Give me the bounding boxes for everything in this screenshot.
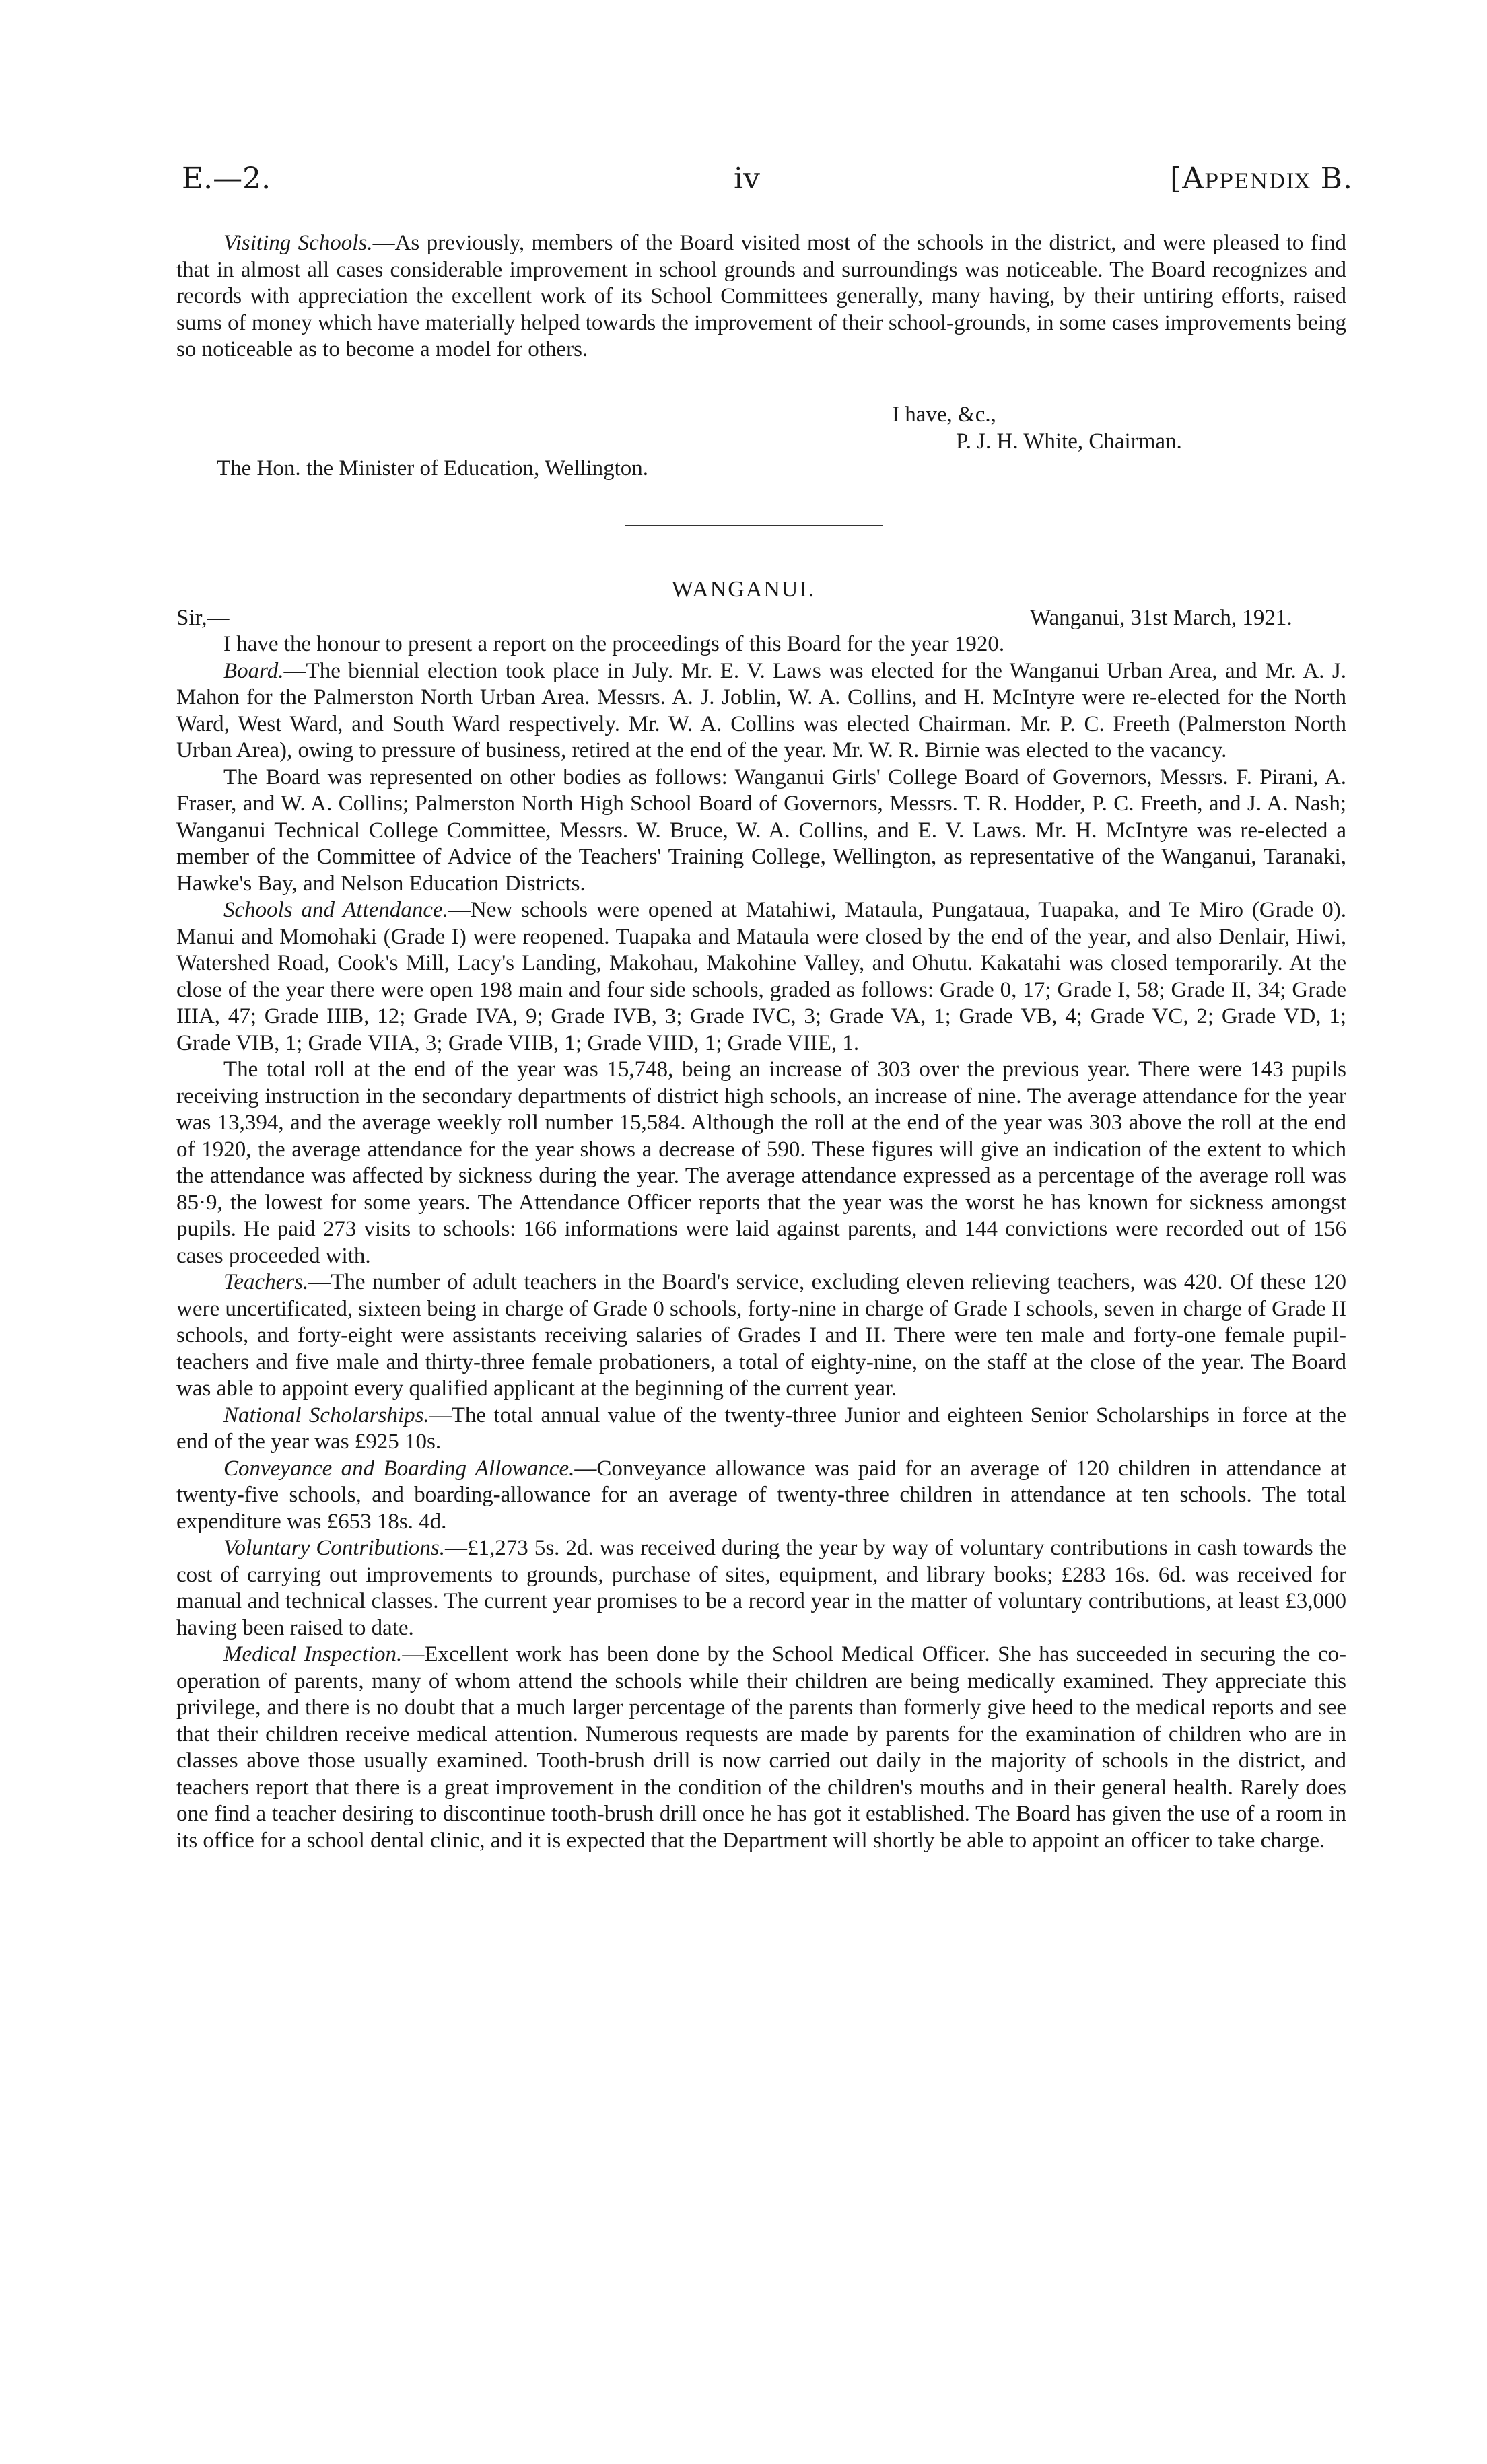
appendix-label: [Appendix B. bbox=[1170, 162, 1353, 196]
represented-paragraph bbox=[176, 765, 1346, 898]
roll-paragraph bbox=[176, 1057, 1346, 1269]
medical-paragraph bbox=[176, 1642, 1346, 1854]
visiting-schools-paragraph bbox=[176, 230, 1346, 363]
visiting-schools-heading: Visiting Schools. bbox=[223, 231, 373, 255]
intro-text: I have the honour to present a report on the proceedings of this Board for the year 1920. bbox=[223, 632, 1005, 656]
roll-text: The total roll at the end of the year was 15,748, being an increase of 303 over the previous year. There were 143 pupils receiving instruction in the secondary departments of district high schools, an increase of nine. The average attendance for the year was 13,394, and the average weekly roll number 15,584. Although the roll at the end of the year was 303 above the roll at the end of 1920, the average attendance for the year shows a decrease of 590. These figures will give an indication of the extent to which the attendance was affected by sickness during the year. The average attendance expressed as a percentage of the average roll was 85·9, the lowest for some years. The Attendance Officer reports that the year was the worst he has known for sickness amongst pupils. He paid 273 visits to schools: 166 informations were laid against parents, and 144 convictions were recorded out of 156 cases proceeded with. bbox=[176, 1057, 1346, 1268]
schools-paragraph bbox=[176, 897, 1346, 1057]
teachers-heading: Teachers. bbox=[223, 1270, 309, 1294]
addressee-line: The Hon. the Minister of Education, Wellington. bbox=[217, 456, 649, 481]
board-heading: Board. bbox=[223, 658, 284, 683]
board-text: —The biennial election took place in July. Mr. E. V. Laws was elected for the Wanganui Urban Area, and Mr. A. J. Mahon for the Palmerston North Urban Area. Messrs. A. J. Joblin, W. A. Collins, and H. McIntyre were re-elected for the North Ward, West Ward, and South Ward respectively. Mr. W. A. Collins was elected Chairman. Mr. P. C. Freeth (Palmerston North Urban Area), owing to pressure of business, retired at the end of the year. Mr. W. R. Birnie was elected to the vacancy. bbox=[176, 658, 1346, 763]
voluntary-heading: Voluntary Contributions. bbox=[223, 1536, 446, 1560]
signature-line: P. J. H. White, Chairman. bbox=[956, 429, 1182, 454]
salutation: Sir,— bbox=[176, 606, 230, 630]
intro-paragraph bbox=[176, 631, 1346, 658]
section-title: WANGANUI. bbox=[671, 577, 816, 602]
visiting-schools-text: —As previously, members of the Board visited most of the schools in the district, and were pleased to find that in almost all cases considerable improvement in school grounds and surroundings was noticeable. The Board recognizes and records with appreciation the excellent work of its School Committees generally, many having, by their untiring efforts, raised sums of money which have materially helped towards the improvement of their school-grounds, in some cases improvements being so noticeable as to become a model for others. bbox=[176, 231, 1346, 361]
teachers-text: —The number of adult teachers in the Board's service, excluding eleven relieving teachers, was 420. Of these 120 were uncertificated, sixteen being in charge of Grade 0 schools, forty-nine in charge of Grade I schools, seven in charge of Grade II schools, and forty-eight were assistants receiving salaries of Grades I and II. There were ten male and forty-one female pupil-teachers and five male and thirty-three female probationers, a total of eighty-nine, on the staff at the close of the year. The Board was able to appoint every qualified applicant at the beginning of the current year. bbox=[176, 1270, 1346, 1401]
teachers-paragraph bbox=[176, 1269, 1346, 1403]
schools-heading: Schools and Attendance. bbox=[223, 898, 448, 922]
conveyance-paragraph bbox=[176, 1456, 1346, 1536]
section-divider bbox=[625, 525, 883, 526]
page-header bbox=[182, 162, 1353, 209]
report-date: Wanganui, 31st March, 1921. bbox=[1030, 606, 1292, 630]
medical-heading: Medical Inspection. bbox=[223, 1642, 403, 1666]
scholarships-text: —The total annual value of the twenty-three Junior and eighteen Senior Scholarships in force at the end of the year was £925 10s. bbox=[176, 1403, 1346, 1454]
scholarships-paragraph bbox=[176, 1403, 1346, 1456]
page-number: iv bbox=[734, 162, 760, 196]
i-have-line: I have, &c., bbox=[892, 402, 996, 427]
schools-text: —New schools were opened at Matahiwi, Mataula, Pungataua, Tuapaka, and Te Miro (Grade 0). Manui and Momohaki (Grade I) were reopened. Tuapaka and Mataula were closed by the end of the year, and also Denlair, Hiwi, Watershed Road, Cook's Mill, Lacy's Landing, Makohau, Makohine Valley, and Ohutu. Kakatahi was closed temporarily. At the close of the year there were open 198 main and four side schools, graded as follows: Grade 0, 17; Grade I, 58; Grade II, 34; Grade IIIA, 47; Grade IIIB, 12; Grade IVA, 9; Grade IVB, 3; Grade IVC, 3; Grade VA, 1; Grade VB, 4; Grade VC, 2; Grade VD, 1; Grade VIB, 1; Grade VIIA, 3; Grade VIIB, 1; Grade VIID, 1; Grade VIIE, 1. bbox=[176, 898, 1346, 1055]
scholarships-heading: National Scholarships. bbox=[223, 1403, 429, 1428]
document-code: E.—2. bbox=[182, 162, 271, 196]
board-paragraph bbox=[176, 658, 1346, 765]
wanganui-report-body bbox=[176, 631, 1346, 1854]
voluntary-text: —£1,273 5s. 2d. was received during the year by way of voluntary contributions in cash towards the cost of carrying out improvements to grounds, purchase of sites, equipment, and library books; £283 16s. 6d. was received for manual and technical classes. The current year promises to be a record year in the matter of voluntary contributions, at least £3,000 having been raised to date. bbox=[176, 1536, 1347, 1640]
conveyance-text: —Conveyance allowance was paid for an average of 120 children in attendance at twenty-five schools, and boarding-allowance for an average of twenty-three children in attendance at ten schools. The total expenditure was £653 18s. 4d. bbox=[176, 1456, 1346, 1534]
voluntary-paragraph bbox=[176, 1535, 1346, 1642]
conveyance-heading: Conveyance and Boarding Allowance. bbox=[223, 1456, 575, 1481]
represented-text: The Board was represented on other bodies as follows: Wanganui Girls' College Board of Governors, Messrs. F. Pirani, A. Fraser, and W. A. Collins; Palmerston North High School Board of Governors, Messrs. T. R. Hodder, P. C. Freeth, and J. A. Nash; Wanganui Technical College Committee, Messrs. W. Bruce, W. A. Collins, and E. V. Laws. Mr. H. McIntyre was re-elected a member of the Committee of Advice of the Teachers' Training College, Wellington, as representative of the Wanganui, Taranaki, Hawke's Bay, and Nelson Education Districts. bbox=[176, 765, 1346, 896]
medical-text: —Excellent work has been done by the School Medical Officer. She has succeeded in securing the co-operation of parents, many of whom attend the schools while their children are being medically examined. They appreciate this privilege, and there is no doubt that a much larger percentage of the parents than formerly give heed to the medical reports and see that their children receive medical attention. Numerous requests are made by parents for the examination of children who are in classes above those usually examined. Tooth-brush drill is now carried out daily in the majority of schools in the district, and teachers report that there is a great improvement in the condition of the children's mouths and in their general health. Rarely does one find a teacher desiring to discontinue tooth-brush drill once he has got it established. The Board has given the use of a room in its office for a school dental clinic, and it is expected that the Department will shortly be able to appoint an officer to take charge. bbox=[176, 1642, 1346, 1853]
